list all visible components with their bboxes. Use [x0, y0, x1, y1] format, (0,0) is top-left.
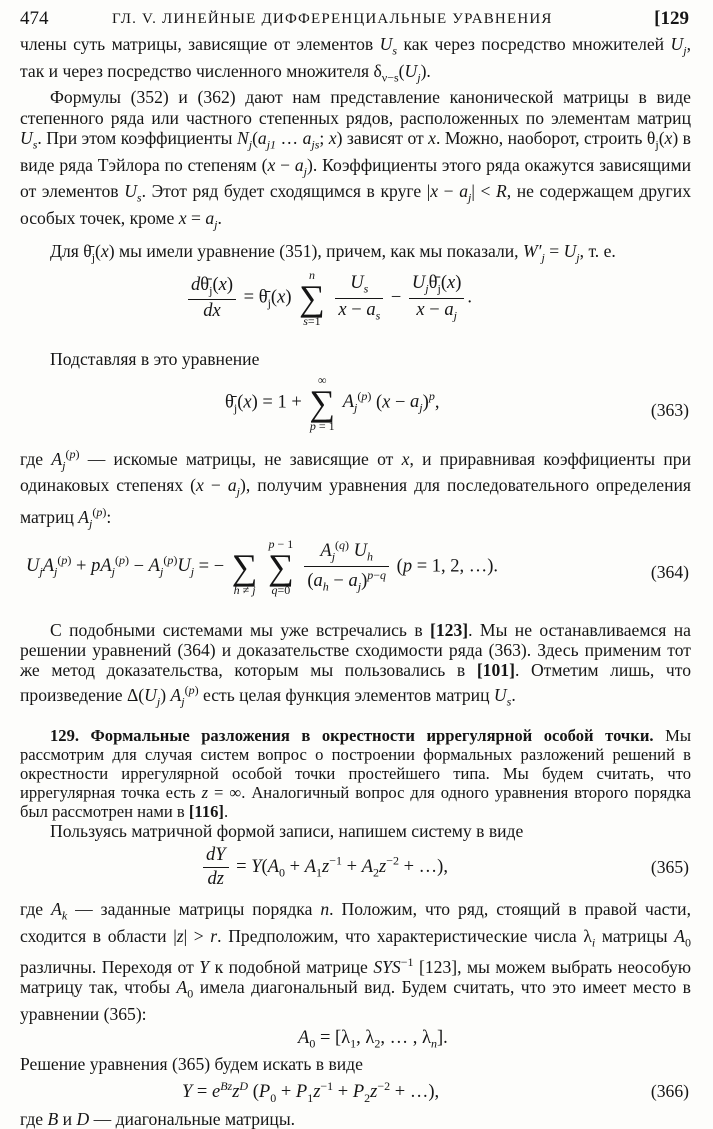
section-heading: 129. Формальные разложения в окрестности иррегулярной особой точки. — [50, 725, 654, 745]
paragraph-9: где $A_k$ — заданные матрицы порядка n. Положим, что ряд, стоящий в правой части, сходится в области |z| > r. Предположим, что характеристические числа $\lambda_i$ матрицы $A_0$ различны. Переходя от Y к подобной матрице $SYS^{-1}$ [123], мы можем выбрать неособую матрицу так, чтобы $A_0$ имела диагональный вид. Будем считать, что это имеет место в уравнении (365): — [20, 898, 691, 1025]
paragraph-1: члены суть матрицы, зависящие от элементов $U_s$ как через посредство множителей $U_j$, так и через посредство численного множителя $\delta_{\nu-s}(U_j)$. — [20, 34, 691, 85]
equation-unnumbered: $\frac{d\thetā_j(x)}{dx}$ = $\thetā_j(x)$ n ∑ s=1 $\frac{U_s}{x - a_s}$ − $\frac{U_j\thetā_j(x)}{x - a_j}$ . — [20, 267, 691, 349]
page-number: 474 — [20, 8, 49, 29]
paragraph-3: Для $\thetā_j(x)$ мы имели уравнение (351), причем, как мы показали, $W'_j = U_j$, т. е. — [50, 240, 616, 265]
equation-number-366: (366) — [650, 1080, 689, 1101]
equation-number-364: (364) — [650, 561, 689, 582]
paragraph-10: Решение уравнения (365) будем искать в виде — [20, 1054, 363, 1075]
chapter-title: ГЛ. V. ЛИНЕЙНЫЕ ДИФФЕРЕНЦИАЛЬНЫЕ УРАВНЕНИЯ — [112, 11, 553, 27]
paragraph-2: Формулы (352) и (362) дают нам представление канонической матрицы в виде степенного ряда или частного степенных рядов, расположенных по элементам матриц $U_s$. При этом коэффициенты $N_j(a_{j1}$ … $a_{js}$; x) зависят от x. Можно, наоборот, строить $\theta_j(x)$ в виде ряда Тэйлора по степеням $(x - a_j)$. Коэффициенты этого ряда окажутся зависящими от элементов $U_s$. Этот ряд будет сходящимся в круге $|x - a_j| < R$, не содержащем других особых точек, кроме $x = a_j$. — [20, 87, 691, 232]
paragraph-8: Пользуясь матричной формой записи, напишем систему в виде — [50, 820, 524, 841]
equation-363: $\thetā_j(x) = 1$ + ∞ ∑ p = 1 $A_j^{(p)}$ $(x - a_j)^p$, (363) — [225, 372, 689, 433]
paragraph-11: где B и D — диагональные матрицы. — [20, 1108, 296, 1129]
equation-number-363: (363) — [650, 399, 689, 420]
section-129-paragraph: 129. Формальные разложения в окрестности иррегулярной особой точки. Мы рассмотрим для случая систем вопрос о построении формальных разложений решений в окрестности иррегулярной особой точки простейшего типа. Мы будем считать, что иррегулярная точка есть z = ∞. Аналогичный вопрос для одного уравнения второго порядка был рассмотрен нами в [116]. — [20, 725, 691, 821]
equation-number-365: (365) — [650, 856, 689, 877]
paragraph-6: С подобными системами мы уже встречались в [123]. Мы не останавливаемся на решении уравнений (364) и доказательстве сходимости ряда (363). Здесь применим тот же метод доказательства, которым мы пользовались в [101]. Отметим лишь, что произведение $\Delta(U_j)$ $A_j^{(p)}$ есть целая функция элементов матриц $U_s$. — [20, 619, 691, 709]
running-head — [20, 0, 691, 34]
equation-364: $U_jA_j^{(p)} + pA_j^{(p)} - A_j^{(p)}U_j$ = − ∑ h ≠ j p − 1 ∑ q=0 $\frac{A_j^{(q)} U_h}{(a_h - a_j)^{p-q}}$ (p = 1, 2, …). (364) — [26, 536, 689, 597]
equation-365: $\frac{dY}{dz}$ = $Y(A_0 + A_1z^{-1} + A_2z^{-2}$ + …), (365) — [20, 841, 691, 899]
paragraph-4: Подставляя в это уравнение — [50, 349, 260, 370]
paragraph-5: где $A_j^{(p)}$ — искомые матрицы, не зависящие от x, и приравнивая коэффициенты при одинаковых степенях $(x - a_j)$, получим уравнения для последовательного определения матриц $A_j^{(p)}$: — [20, 446, 691, 531]
section-number: [129 — [654, 8, 689, 29]
equation-366: $Y = e^{Bz}z^D$ ($P_0 + P_1z^{-1} + P_2z^{-2}$ + …), (366) — [182, 1078, 689, 1105]
equation-a0: $A_0 = [\lambda_1$, $\lambda_2$, … , $\lambda_n$]. — [298, 1028, 448, 1052]
